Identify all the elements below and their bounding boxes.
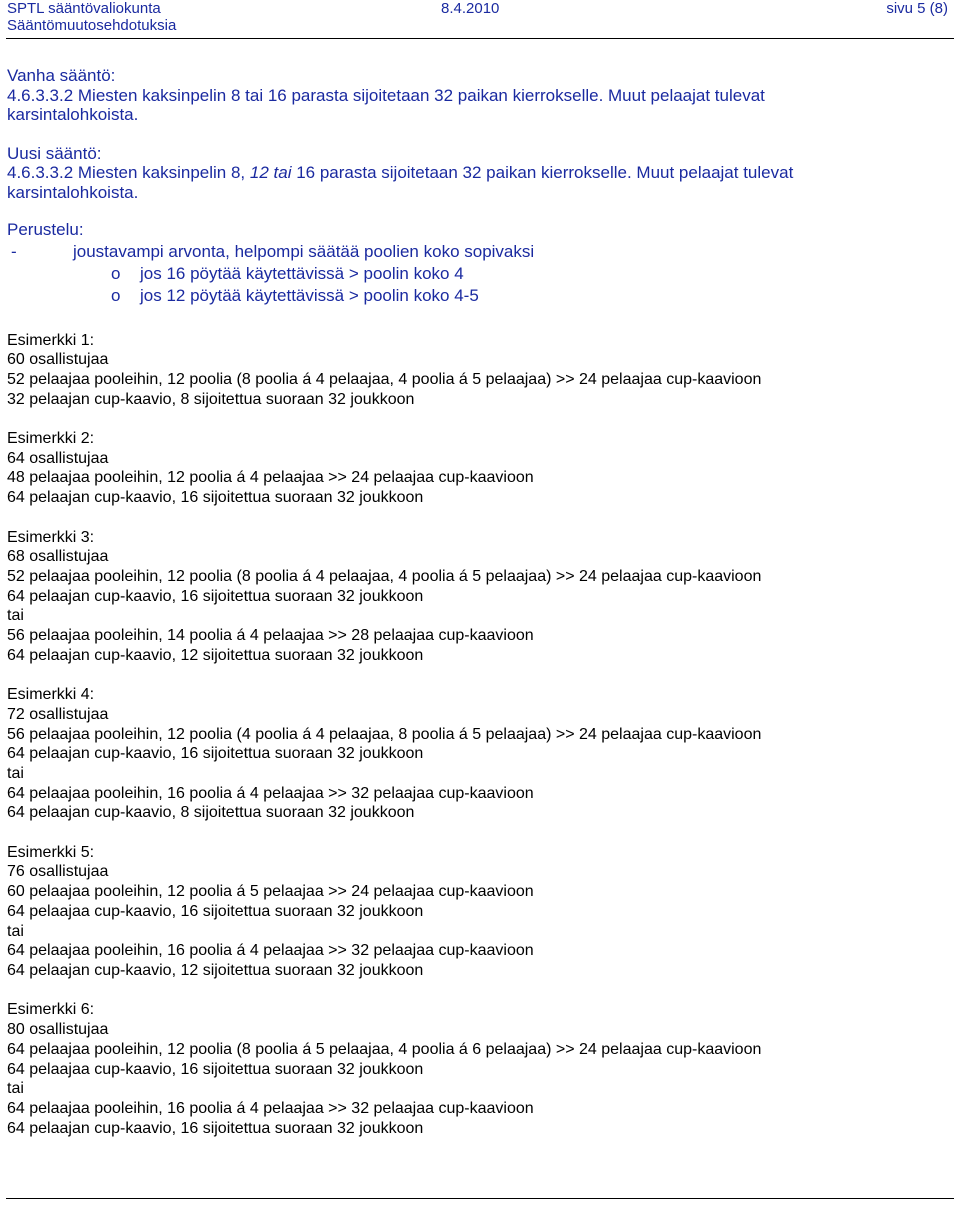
rationale-sub-bullet-text: jos 12 pöytää käytettävissä > poolin koko 4-5: [140, 285, 479, 305]
example-line: 64 pelaajan cup-kaavio, 12 sijoitettua suoraan 32 joukkoon: [7, 962, 424, 979]
example-block: [7, 429, 947, 508]
example-line: 64 pelaajan cup-kaavio, 8 sijoitettua suoraan 32 joukkoon: [7, 804, 415, 822]
example-line: 32 pelaajan cup-kaavio, 8 sijoitettua suoraan 32 joukkoon: [7, 390, 415, 408]
example-title: Esimerkki 4:: [7, 686, 95, 704]
example-line: 60 osallistujaa: [7, 351, 109, 369]
example-title: Esimerkki 2:: [7, 430, 95, 448]
example-block: [7, 331, 947, 410]
example-line: 60 pelaajaa pooleihin, 12 poolia á 5 pelaajaa >> 24 pelaajaa cup-kaavioon: [7, 883, 534, 901]
example-line: 64 pelaajan cup-kaavio, 16 sijoitettua suoraan 32 joukkoon: [7, 587, 424, 605]
example-line: 64 pelaajan cup-kaavio, 12 sijoitettua suoraan 32 joukkoon: [7, 646, 424, 664]
header-page-number: sivu 5 (8): [886, 0, 948, 17]
example-line: 64 pelaajan cup-kaavio, 16 sijoitettua suoraan 32 joukkoon: [7, 745, 424, 763]
old-rule-heading: Vanha sääntö:: [7, 66, 116, 85]
circle-bullet-icon: o: [111, 285, 121, 305]
old-rule-text-line2: karsintalohkoista.: [7, 105, 139, 125]
example-line: tai: [7, 764, 24, 782]
example-line: 68 osallistujaa: [7, 548, 109, 566]
examples-section: [7, 331, 947, 1139]
rationale-bullet-text: joustavampi arvonta, helpompi säätää poolien koko sopivaksi: [73, 241, 535, 261]
example-line: 64 pelaajaa pooleihin, 12 poolia (8 poolia á 5 pelaajaa, 4 poolia á 6 pelaajaa) >> 24 pelaajaa cup-kaavioon: [7, 1040, 762, 1058]
example-line: tai: [7, 607, 24, 625]
example-line: 52 pelaajaa pooleihin, 12 poolia (8 poolia á 4 pelaajaa, 4 poolia á 5 pelaajaa) >> 24 pelaajaa cup-kaavioon: [7, 370, 762, 388]
new-rule-section: [7, 144, 947, 203]
example-line: 80 osallistujaa: [7, 1021, 109, 1039]
dash-bullet-icon: -: [11, 241, 17, 261]
example-line: 72 osallistujaa: [7, 705, 109, 723]
new-rule-text-line1: [7, 163, 947, 183]
header-date: 8.4.2010: [441, 0, 500, 17]
header-doc-title: Sääntömuutosehdotuksia: [7, 17, 177, 34]
old-rule-section: [7, 66, 947, 125]
example-block: [7, 528, 947, 666]
example-line: 64 pelaajaa pooleihin, 16 poolia á 4 pelaajaa >> 32 pelaajaa cup-kaavioon: [7, 1099, 534, 1117]
rationale-sub-bullet: [7, 263, 947, 285]
document-body: [7, 66, 947, 1158]
example-line: 64 pelaajaa cup-kaavio, 16 sijoitettua suoraan 32 joukkoon: [7, 902, 424, 920]
example-line: 76 osallistujaa: [7, 863, 109, 881]
rationale-bullet: [7, 241, 947, 263]
circle-bullet-icon: o: [111, 263, 121, 283]
rationale-sub-bullet-text: jos 16 pöytää käytettävissä > poolin koko 4: [140, 263, 464, 283]
example-block: [7, 685, 947, 823]
footer-rule: [6, 1198, 954, 1199]
example-line: 48 pelaajaa pooleihin, 12 poolia á 4 pelaajaa >> 24 pelaajaa cup-kaavioon: [7, 469, 534, 487]
example-title: Esimerkki 3:: [7, 528, 95, 546]
rationale-heading: Perustelu:: [7, 219, 84, 239]
header-org: SPTL sääntövaliokunta: [7, 0, 161, 17]
rationale-section: [7, 219, 947, 307]
example-line: 64 pelaajan cup-kaavio, 16 sijoitettua suoraan 32 joukkoon: [7, 1119, 424, 1137]
example-title: Esimerkki 1:: [7, 331, 95, 349]
new-rule-part1: 4.6.3.3.2 Miesten kaksinpelin 8,: [7, 163, 246, 183]
example-line: 64 pelaajan cup-kaavio, 16 sijoitettua suoraan 32 joukkoon: [7, 489, 424, 507]
new-rule-part2: 16 parasta sijoitetaan 32 paikan kierrokselle. Muut pelaajat tulevat: [296, 163, 794, 183]
new-rule-heading: Uusi sääntö:: [7, 143, 102, 163]
example-title: Esimerkki 6:: [7, 1001, 95, 1019]
header-rule: [6, 38, 954, 39]
example-line: 56 pelaajaa pooleihin, 14 poolia á 4 pelaajaa >> 28 pelaajaa cup-kaavioon: [7, 627, 534, 645]
example-line: 64 pelaajaa cup-kaavio, 16 sijoitettua suoraan 32 joukkoon: [7, 1060, 424, 1078]
old-rule-text-line1: 4.6.3.3.2 Miesten kaksinpelin 8 tai 16 parasta sijoitetaan 32 paikan kierrokselle. Muut pelaajat tulevat: [7, 85, 765, 105]
example-line: tai: [7, 922, 24, 940]
example-line: 64 pelaajaa pooleihin, 16 poolia á 4 pelaajaa >> 32 pelaajaa cup-kaavioon: [7, 784, 534, 802]
new-rule-text-line2: karsintalohkoista.: [7, 182, 139, 202]
rationale-sub-bullet: [7, 285, 947, 307]
example-line: 56 pelaajaa pooleihin, 12 poolia (4 poolia á 4 pelaajaa, 8 poolia á 5 pelaajaa) >> 24 pelaajaa cup-kaavioon: [7, 725, 762, 743]
new-rule-added-text: 12 tai: [249, 163, 292, 183]
example-line: 52 pelaajaa pooleihin, 12 poolia (8 poolia á 4 pelaajaa, 4 poolia á 5 pelaajaa) >> 24 pelaajaa cup-kaavioon: [7, 567, 762, 585]
page-header: [7, 0, 948, 38]
example-line: 64 pelaajaa pooleihin, 16 poolia á 4 pelaajaa >> 32 pelaajaa cup-kaavioon: [7, 942, 534, 960]
example-block: [7, 1000, 947, 1138]
example-block: [7, 843, 947, 981]
example-title: Esimerkki 5:: [7, 843, 95, 861]
example-line: tai: [7, 1080, 24, 1098]
example-line: 64 osallistujaa: [7, 449, 109, 467]
